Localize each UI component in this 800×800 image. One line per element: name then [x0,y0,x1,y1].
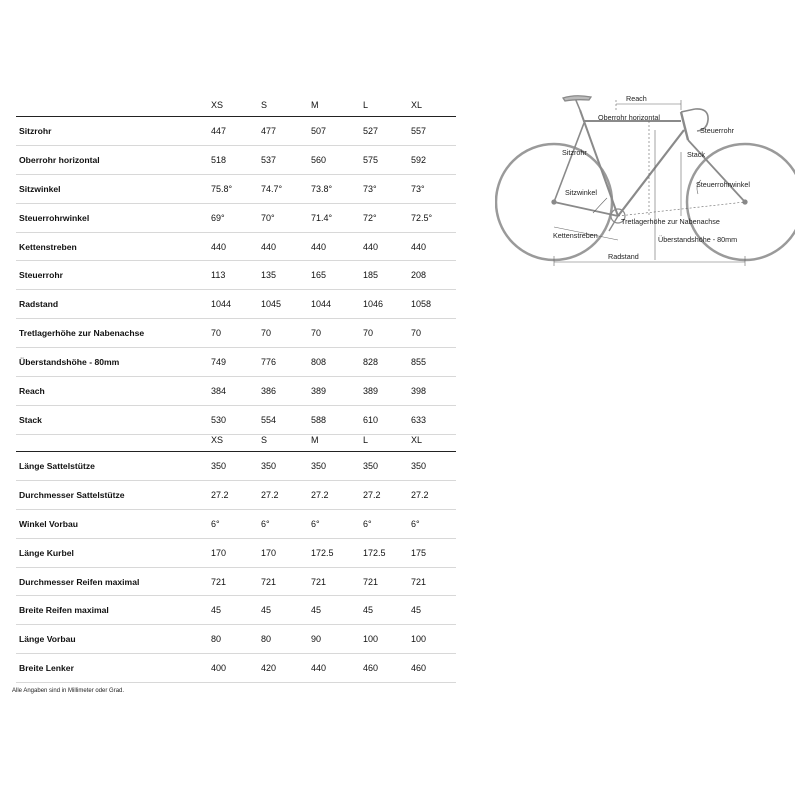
cell-value: 721 [311,576,327,587]
cell-value: 100 [363,634,379,645]
cell-value: 70 [261,328,272,339]
cell-value: 175 [411,547,427,558]
cell-value: 855 [411,357,427,368]
component-rows [16,452,456,683]
cell-value: 208 [411,270,427,281]
table-row [16,261,456,290]
row-label: Reach [19,386,45,397]
cell-value: 6° [311,518,320,529]
cell-value: 74.7° [261,183,283,194]
cell-value: 633 [411,414,427,425]
row-label: Länge Kurbel [19,547,74,558]
row-label: Oberrohr horizontal [19,154,100,165]
cell-value: 447 [211,126,227,136]
cell-value: 560 [311,154,327,165]
cell-value: 721 [211,576,227,587]
label-radstand: Radstand [608,252,639,261]
row-label: Länge Sattelstütze [19,461,95,471]
seat-angle-arc [593,198,607,213]
footnote: Alle Angaben sind in Millimeter oder Grad. [12,688,125,694]
cell-value: 72° [363,212,377,223]
size-header: M [311,100,319,110]
size-header: S [261,100,268,110]
cell-value: 477 [261,126,277,136]
size-header: XS [211,435,224,445]
cell-value: 80 [261,634,272,645]
row-label: Stack [19,414,42,425]
cell-value: 828 [363,357,379,368]
size-header-row [16,94,456,116]
cell-value: 45 [411,605,422,616]
label-tretlager: Tretlagerhöhe zur Nabenachse [621,217,720,226]
label-ueberstand: Überstandshöhe - 80mm [658,235,738,244]
cell-value: 350 [211,461,227,471]
cell-value: 70 [363,328,374,339]
label-sitzrohr: Sitzrohr [562,148,587,157]
components-table [16,429,456,683]
cell-value: 170 [211,547,227,558]
row-label: Sitzwinkel [19,183,61,194]
row-label: Breite Reifen maximal [19,605,109,616]
cell-value: 1046 [363,299,384,310]
label-steuerrohrwinkel: Steuerrohrwinkel [696,180,750,189]
cell-value: 45 [261,605,272,616]
label-stack: Stack [687,150,705,159]
table-row [16,568,456,597]
table-row [16,117,456,146]
cell-value: 610 [363,414,379,425]
cell-value: 518 [211,154,227,165]
row-label: Winkel Vorbau [19,518,78,529]
cell-value: 70° [261,212,275,223]
label-oberrohr: Oberrohr horizontal [598,113,660,122]
cell-value: 537 [261,154,277,165]
label-steuerrohr: Steuerrohr [700,126,734,135]
label-sitzwinkel: Sitzwinkel [565,188,597,197]
geometry-table [16,94,456,435]
cell-value: 27.2 [363,489,381,500]
cell-value: 27.2 [211,489,229,500]
stem [681,109,695,112]
cell-value: 400 [211,663,227,674]
table-row [16,204,456,233]
cell-value: 527 [363,126,379,136]
cell-value: 440 [261,241,277,252]
cell-value: 554 [261,414,277,425]
table-row [16,481,456,510]
down-tube [618,130,684,216]
cell-value: 6° [261,518,270,529]
table-row [16,348,456,377]
cell-value: 70 [211,328,222,339]
row-label: Durchmesser Sattelstütze [19,489,125,500]
cell-value: 384 [211,386,227,397]
cell-value: 73.8° [311,183,333,194]
cell-value: 808 [311,357,327,368]
size-header: XL [411,435,423,445]
table-row [16,290,456,319]
row-label: Sitzrohr [19,126,52,136]
row-label: Kettenstreben [19,241,77,252]
cell-value: 45 [363,605,374,616]
row-label: Radstand [19,299,59,310]
cell-value: 575 [363,154,379,165]
cell-value: 1058 [411,299,432,310]
row-label: Steuerrohrwinkel [19,212,90,223]
saddle [563,96,591,101]
cell-value: 389 [363,386,379,397]
size-header: L [363,435,369,445]
cell-value: 6° [411,518,420,529]
table-row [16,452,456,481]
cell-value: 350 [363,461,379,471]
cell-value: 592 [411,154,427,165]
size-header: M [311,435,319,445]
cell-value: 507 [311,126,327,136]
cell-value: 460 [411,663,427,674]
chain-stay [554,202,618,216]
size-header: XL [411,100,423,110]
size-header: L [363,100,369,110]
label-kettenstreben: Kettenstreben [553,231,598,240]
row-label: Überstandshöhe - 80mm [19,357,120,368]
cell-value: 588 [311,414,327,425]
table-row [16,596,456,625]
cell-value: 165 [311,270,327,281]
cell-value: 6° [363,518,372,529]
cell-value: 27.2 [311,489,329,500]
cell-value: 420 [261,663,277,674]
cell-value: 75.8° [211,183,233,194]
cell-value: 80 [211,634,222,645]
size-header: S [261,435,268,445]
cell-value: 45 [211,605,222,616]
cell-value: 398 [411,386,427,397]
cell-value: 73° [363,183,377,194]
table-row [16,175,456,204]
cell-value: 185 [363,270,379,281]
cell-value: 72.5° [411,212,433,223]
cell-value: 460 [363,663,379,674]
cell-value: 350 [411,461,427,471]
cell-value: 172.5 [311,547,334,558]
cell-value: 90 [311,634,322,645]
cell-value: 70 [411,328,422,339]
cell-value: 389 [311,386,327,397]
cell-value: 350 [261,461,277,471]
row-label: Tretlagerhöhe zur Nabenachse [19,328,145,339]
size-header: XS [211,100,224,110]
cell-value: 45 [311,605,322,616]
cell-value: 1044 [211,299,232,310]
cell-value: 721 [261,576,277,587]
cell-value: 170 [261,547,277,558]
cell-value: 776 [261,357,277,368]
cell-value: 27.2 [411,489,429,500]
cell-value: 386 [261,386,277,397]
cell-value: 6° [211,518,220,529]
cell-value: 721 [363,576,379,587]
cell-value: 440 [311,241,327,252]
table-row [16,654,456,683]
cell-value: 27.2 [261,489,279,500]
cell-value: 69° [211,212,225,223]
cell-value: 73° [411,183,425,194]
seat-tube [580,110,618,216]
bike-geometry-diagram [495,90,795,290]
row-label: Durchmesser Reifen maximal [19,576,140,587]
cell-value: 71.4° [311,212,333,223]
head-tube [681,112,688,140]
cell-value: 440 [363,241,379,252]
cell-value: 70 [311,328,322,339]
cell-value: 749 [211,357,227,368]
size-header-row [16,429,456,451]
cell-value: 1044 [311,299,332,310]
cell-value: 100 [411,634,427,645]
label-reach: Reach [626,94,647,103]
cell-value: 440 [211,241,227,252]
cell-value: 530 [211,414,227,425]
geometry-rows [16,117,456,435]
row-label: Länge Vorbau [19,634,76,645]
cell-value: 440 [411,241,427,252]
table-row [16,539,456,568]
row-label: Steuerrohr [19,270,63,281]
table-row [16,625,456,654]
cell-value: 1045 [261,299,282,310]
cell-value: 113 [211,270,226,281]
cell-value: 557 [411,126,427,136]
table-row [16,319,456,348]
ground-guide [618,202,745,216]
cell-value: 440 [311,663,327,674]
cell-value: 350 [311,461,327,471]
cell-value: 721 [411,576,427,587]
cell-value: 172.5 [363,547,386,558]
row-label: Breite Lenker [19,663,74,674]
cell-value: 135 [261,270,277,281]
table-row [16,377,456,406]
table-row [16,233,456,262]
table-row [16,510,456,539]
table-row [16,146,456,175]
